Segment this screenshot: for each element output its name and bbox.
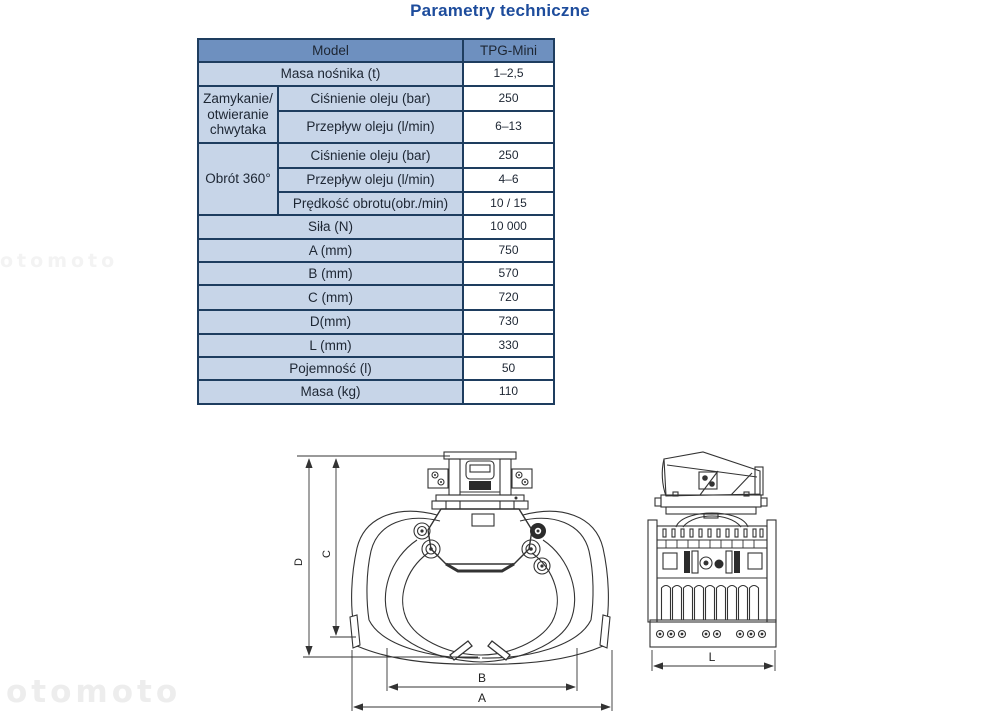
header-cell-model-value: TPG-Mini xyxy=(463,39,554,62)
row-value-a: 750 xyxy=(463,239,554,262)
row-value-zamykanie-przeplyw: 6–13 xyxy=(463,111,554,143)
row-label-zamykanie-cisnienie: Ciśnienie oleju (bar) xyxy=(278,86,463,111)
side-view-dimensions xyxy=(652,650,775,671)
dimension-label-c: C xyxy=(321,550,333,558)
row-label-a: A (mm) xyxy=(198,239,463,262)
rotator-assembly xyxy=(428,452,532,509)
bolt-row-bottom xyxy=(657,631,766,638)
side-rotator xyxy=(655,492,767,527)
row-label-masa: Masa (kg) xyxy=(198,380,463,404)
grapple-claws xyxy=(350,511,610,664)
row-label-obrot-cisnienie: Ciśnienie oleju (bar) xyxy=(278,143,463,168)
row-value-masa-nosnika: 1–2,5 xyxy=(463,62,554,86)
row-value-c: 720 xyxy=(463,285,554,310)
watermark-bottom: otomoto xyxy=(6,674,182,710)
row-value-pojemnosc: 50 xyxy=(463,357,554,380)
row-label-c: C (mm) xyxy=(198,285,463,310)
row-label-obrot-przeplyw: Przepływ oleju (l/min) xyxy=(278,168,463,192)
row-value-sila: 10 000 xyxy=(463,215,554,239)
row-label-obrot-predkosc: Prędkość obrotu(obr./min) xyxy=(278,192,463,215)
row-label-d: D(mm) xyxy=(198,310,463,334)
dimension-label-b: B xyxy=(477,671,487,685)
page-title: Parametry techniczne xyxy=(410,1,590,20)
row-label-pojemnosc: Pojemność (l) xyxy=(198,357,463,380)
row-value-d: 730 xyxy=(463,310,554,334)
grapple-front-view xyxy=(293,452,612,711)
row-value-obrot-przeplyw: 4–6 xyxy=(463,168,554,192)
group-label-zamykanie: Zamykanie/ otwieranie chwytaka xyxy=(198,86,278,143)
row-value-masa: 110 xyxy=(463,380,554,404)
bolt-row-top xyxy=(663,529,763,537)
row-label-l: L (mm) xyxy=(198,334,463,357)
tines-lower xyxy=(662,586,759,621)
row-label-b: B (mm) xyxy=(198,262,463,285)
row-label-zamykanie-przeplyw: Przepływ oleju (l/min) xyxy=(278,111,463,143)
group-label-obrot: Obrót 360° xyxy=(198,143,278,215)
mounting-bracket xyxy=(662,452,763,496)
dimension-label-d: D xyxy=(293,558,305,566)
tine-block xyxy=(648,520,776,647)
row-value-zamykanie-cisnienie: 250 xyxy=(463,86,554,111)
row-value-obrot-cisnienie: 250 xyxy=(463,143,554,168)
row-value-b: 570 xyxy=(463,262,554,285)
technical-drawings xyxy=(0,440,1000,720)
row-label-sila: Siła (N) xyxy=(198,215,463,239)
watermark-top: otomoto xyxy=(0,250,119,272)
row-value-obrot-predkosc: 10 / 15 xyxy=(463,192,554,215)
tines-upper xyxy=(666,540,754,548)
row-label-masa-nosnika: Masa nośnika (t) xyxy=(198,62,463,86)
technical-parameters-table xyxy=(197,38,555,405)
row-value-l: 330 xyxy=(463,334,554,357)
claw-mechanism xyxy=(663,551,762,573)
header-cell-model: Model xyxy=(198,39,463,62)
pivot-fittings xyxy=(414,523,550,574)
bottom-bar xyxy=(650,620,776,647)
front-view-dimensions xyxy=(293,456,612,711)
dimension-label-a: A xyxy=(477,691,487,705)
dimension-label-l: L xyxy=(708,650,716,664)
grapple-side-view xyxy=(648,452,776,671)
grapple-body xyxy=(428,509,532,571)
